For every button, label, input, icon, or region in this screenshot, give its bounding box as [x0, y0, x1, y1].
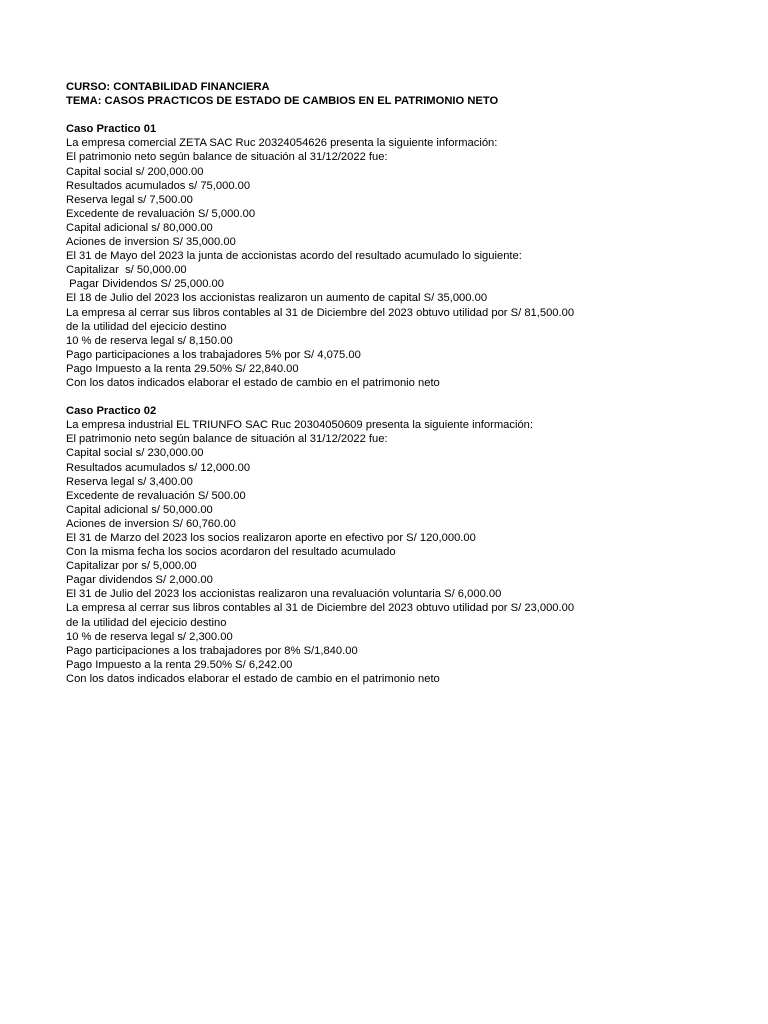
spacer: [66, 108, 746, 122]
case-line: Reserva legal s/ 3,400.00: [66, 475, 193, 488]
case-line: La empresa al cerrar sus libros contables al 31 de Diciembre del 2023 obtuvo utilidad por S/ 23,000.00: [66, 602, 575, 615]
case-line: La empresa industrial EL TRIUNFO SAC Ruc 20304050609 presenta la siguiente información:: [66, 419, 534, 432]
case-line: Capital social s/ 230,000.00: [66, 447, 204, 460]
case-line: Pagar dividendos S/ 2,000.00: [66, 574, 213, 587]
case-line: Capital social s/ 200,000.00: [66, 165, 204, 178]
case-line: Capitalizar s/ 50,000.00: [66, 264, 187, 277]
case-line: Aciones de inversion S/ 35,000.00: [66, 236, 236, 249]
case-line: Pago participaciones a los trabajadores por 8% S/1,840.00: [66, 644, 358, 657]
case-line: La empresa comercial ZETA SAC Ruc 20324054626 presenta la siguiente información:: [66, 137, 498, 150]
case-section-1: [66, 122, 746, 390]
case-line: de la utilidad del ejecicio destino: [66, 320, 227, 333]
case-line: Excedente de revaluación S/ 500.00: [66, 489, 246, 502]
case-line: Capitalizar por s/ 5,000.00: [66, 560, 197, 573]
spacer: [66, 390, 746, 404]
case-line: Resultados acumulados s/ 75,000.00: [66, 179, 251, 192]
case-line: Pago Impuesto a la renta 29.50% S/ 22,840.00: [66, 362, 299, 375]
case-line: Reserva legal s/ 7,500.00: [66, 193, 193, 206]
case-line: La empresa al cerrar sus libros contables al 31 de Diciembre del 2023 obtuvo utilidad por S/ 81,500.00: [66, 306, 575, 319]
case-line: 10 % de reserva legal s/ 8,150.00: [66, 334, 233, 347]
case-line: Pagar Dividendos S/ 25,000.00: [66, 278, 224, 291]
case-line: de la utilidad del ejecicio destino: [66, 616, 227, 629]
case-line: Resultados acumulados s/ 12,000.00: [66, 461, 251, 474]
document-page: [66, 80, 746, 686]
case-line: 10 % de reserva legal s/ 2,300.00: [66, 630, 233, 643]
case-line: El 18 de Julio del 2023 los accionistas realizaron un aumento de capital S/ 35,000.00: [66, 292, 488, 305]
course-heading: CURSO: CONTABILIDAD FINANCIERA: [66, 81, 270, 93]
case-line: Excedente de revaluación S/ 5,000.00: [66, 207, 256, 220]
case-line: El patrimonio neto según balance de situación al 31/12/2022 fue:: [66, 151, 388, 164]
case-line: Aciones de inversion S/ 60,760.00: [66, 517, 236, 530]
case-line: Pago Impuesto a la renta 29.50% S/ 6,242.00: [66, 658, 293, 671]
case-line: Capital adicional s/ 80,000.00: [66, 221, 213, 234]
case-line: Con los datos indicados elaborar el estado de cambio en el patrimonio neto: [66, 376, 440, 389]
case-line: Con los datos indicados elaborar el estado de cambio en el patrimonio neto: [66, 672, 440, 685]
case-line: Pago participaciones a los trabajadores 5% por S/ 4,075.00: [66, 348, 361, 361]
topic-heading: TEMA: CASOS PRACTICOS DE ESTADO DE CAMBIOS EN EL PATRIMONIO NETO: [66, 95, 499, 108]
case-line: El 31 de Marzo del 2023 los socios realizaron aporte en efectivo por S/ 120,000.00: [66, 532, 476, 544]
case-line: El 31 de Mayo del 2023 la junta de accionistas acordo del resultado acumulado lo siguiente:: [66, 250, 522, 263]
case-title: Caso Practico 01: [66, 123, 157, 136]
case-line: Con la misma fecha los socios acordaron del resultado acumulado: [66, 546, 396, 559]
case-title: Caso Practico 02: [66, 405, 157, 418]
case-line: El 31 de Julio del 2023 los accionistas realizaron una revaluación voluntaria S/ 6,000.00: [66, 588, 502, 601]
case-line: Capital adicional s/ 50,000.00: [66, 503, 213, 516]
case-line: El patrimonio neto según balance de situación al 31/12/2022 fue:: [66, 433, 388, 446]
case-section-2: [66, 404, 746, 686]
